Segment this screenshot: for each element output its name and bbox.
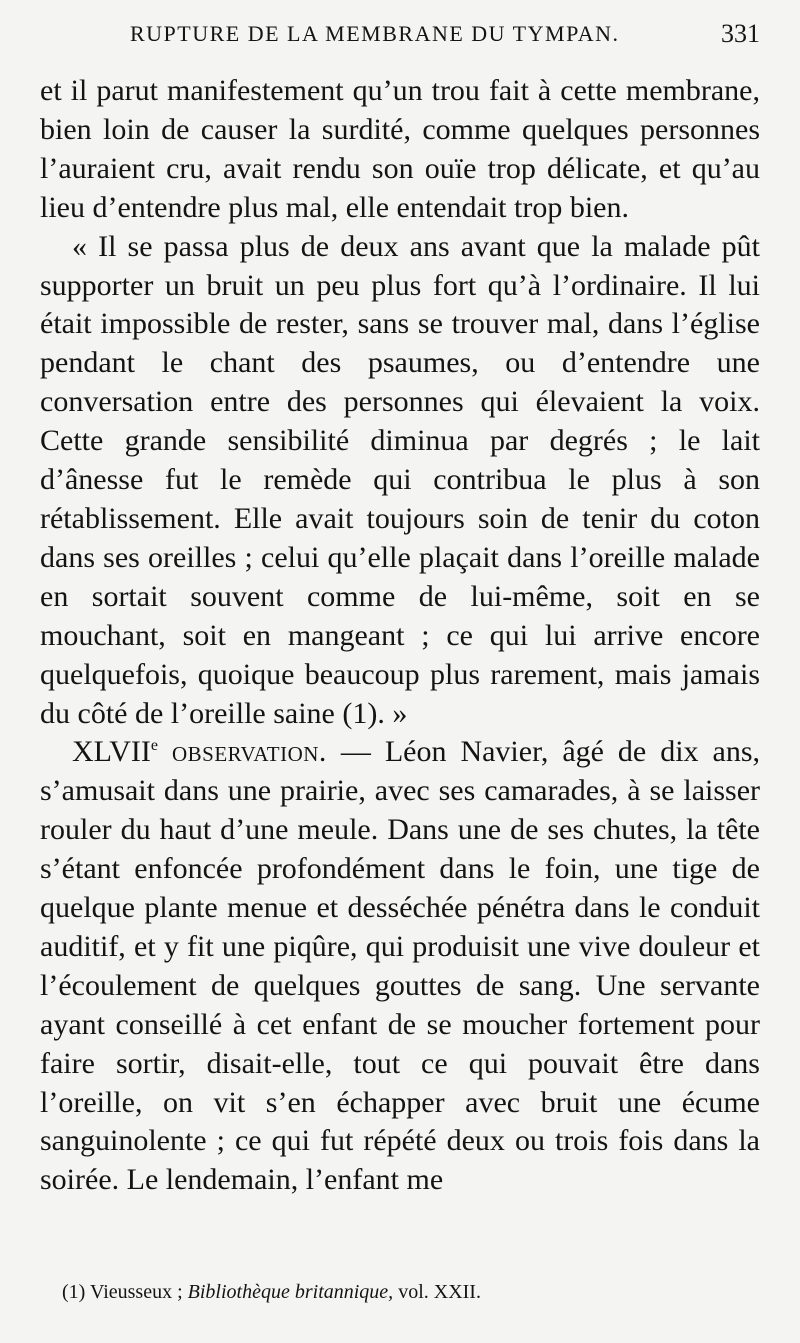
observation-text: — Léon Navier, âgé de dix ans, s’amusait dans une prairie, avec ses camarades, à se laisser rouler du haut d’une meule. Dans une de ses chutes, la tête s’étant enfoncée profondément dans le foin, une tige de quelque plante menue et desséchée pénétra dans le conduit auditif, et y fit une piqûre, qui produisit une vive douleur et l’écoulement de quelques gouttes de sang. Une servante ayant conseillé à cet enfant de se moucher fortement pour faire sortir, disait-elle, tout ce qui pouvait être dans l’oreille, on vit s’en échapper avec bruit une écume sanguinolente ; ce qui fut répété deux ou trois fois dans la soirée. Le lendemain, l’enfant me [40,735,760,1197]
observation-superscript: e [150,737,158,755]
running-title: RUPTURE DE LA MEMBRANE DU TYMPAN. [130,21,620,46]
observation-numeral: XLVII [72,735,151,769]
footnote-volume: vol. XXII. [393,1281,481,1303]
footnote-title: Bibliothèque britannique, [187,1281,394,1303]
paragraph-quote: « Il se passa plus de deux ans avant que la malade pût supporter un bruit un peu plus fort qu’à l’ordinaire. Il lui était impossible de rester, sans se trouver mal, dans l’église pendant le chant des psaumes, ou d’entendre une conversation entre des personnes qui élevaient la voix. Cette grande sensibilité diminua par degrés ; le lait d’ânesse fut le remède qui contribua le plus à son rétablissement. Elle avait toujours soin de tenir du coton dans ses oreilles ; celui qu’elle plaçait dans l’oreille malade en sortait souvent comme de lui-même, soit en se mouchant, soit en mangeant ; ce qui lui arrive encore quelquefois, quoique beaucoup plus rarement, mais jamais du côté de l’oreille saine (1). » [40,229,760,730]
footnote-author: Vieusseux ; [85,1281,188,1303]
paragraph-continuation: et il parut manifestement qu’un trou fait à cette membrane, bien loin de causer la surdité, comme quelques personnes l’auraient cru, avait rendu son ouïe trop délicate, et qu’au lieu d’entendre plus mal, elle entendait trop bien. [40,74,760,224]
page-number: 331 [721,19,760,48]
footnote-marker: (1) [62,1281,86,1303]
observation-label: observation. [171,735,327,769]
running-head [130,16,760,52]
footnote [62,1278,762,1306]
paragraph-observation [40,733,760,1200]
body-text [40,72,760,1200]
